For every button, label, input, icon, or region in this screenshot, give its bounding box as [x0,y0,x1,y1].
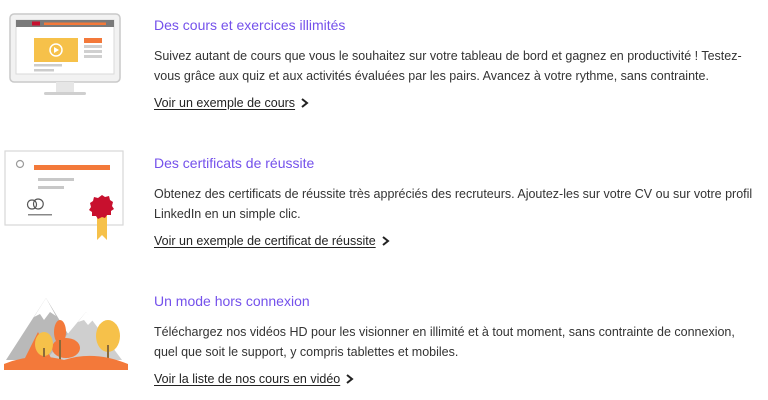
certificate-example-link[interactable] [154,234,390,248]
feature-description: Obtenez des certificats de réussite très appréciés des recruteurs. Ajoutez-les sur votre CV ou sur votre profil LinkedIn en un simple clic. [154,187,753,221]
chevron-right-icon [300,98,309,108]
chevron-right-icon [345,374,354,384]
link-label: Voir un exemple de cours [154,96,296,110]
link-label: Voir la liste de nos cours en vidéo [154,372,341,386]
certificate-icon [4,150,128,250]
link-label: Voir un exemple de certificat de réussite [154,234,376,248]
mountain-landscape-icon [4,290,128,390]
course-example-link[interactable] [154,96,309,110]
feature-description: Suivez autant de cours que vous le souhaitez sur votre tableau de bord et gagnez en productivité ! Testez-vous grâce aux quiz et aux activités évaluées par les pairs. Avancez à votre rythme, sans contrainte. [154,49,742,83]
feature-description: Téléchargez nos vidéos HD pour les visionner en illimité et à tout moment, sans contrainte de connexion, quel que soit le support, y compris tablettes et mobiles. [154,325,735,359]
feature-title: Des cours et exercices illimités [154,17,346,33]
video-courses-link[interactable] [154,372,354,386]
feature-title: Des certificats de réussite [154,155,315,171]
feature-title: Un mode hors connexion [154,293,310,309]
chevron-right-icon [381,236,390,246]
computer-monitor-icon [4,12,128,112]
